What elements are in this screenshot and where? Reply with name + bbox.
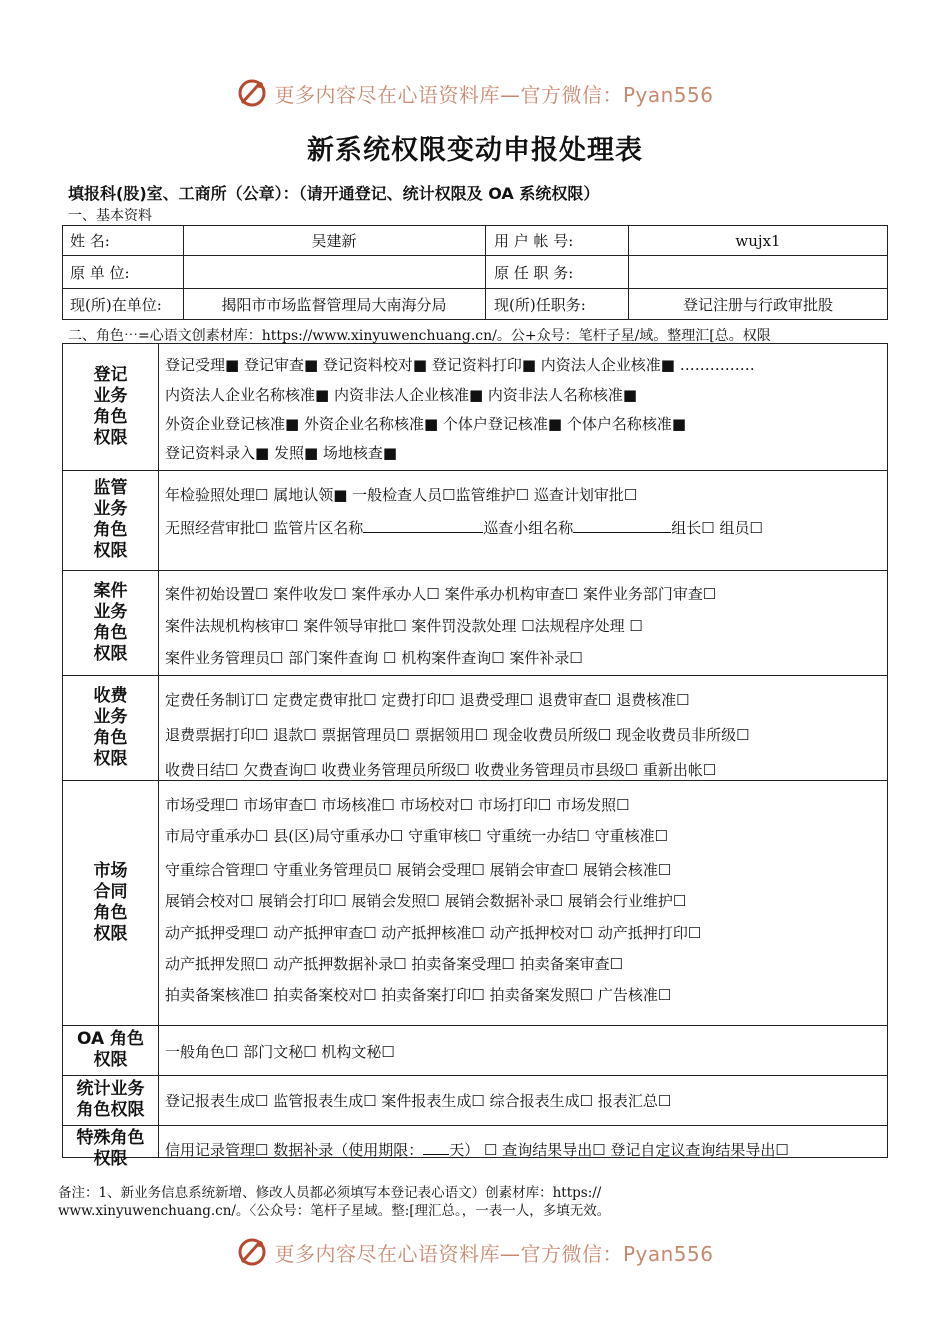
roles-table xyxy=(62,343,888,1158)
supervision-line-1[interactable]: 年检验照处理☐ 属地认领■ 一般检查人员☐监管维护☐ 巡查计划审批☐ xyxy=(165,486,638,504)
oa-line[interactable]: 一般角色☐ 部门文秘☐ 机构文秘☐ xyxy=(165,1043,395,1061)
fee-line-1[interactable]: 定费任务制订☐ 定费定费审批☐ 定费打印☐ 退费受理☐ 退费审查☐ 退费核准☐ xyxy=(165,691,690,709)
bottom-banner xyxy=(0,1232,950,1272)
role-label-market: 市场合同角色权限 xyxy=(93,860,128,944)
statistics-line[interactable]: 登记报表生成☐ 监管报表生成☐ 案件报表生成☐ 综合报表生成☐ 报表汇总☐ xyxy=(165,1092,672,1110)
label-name: 姓 名: xyxy=(70,232,110,250)
label-current-post: 现(所)任职务: xyxy=(494,296,586,314)
top-banner xyxy=(0,73,950,113)
value-original-unit xyxy=(184,256,484,288)
banner-text-bottom: 更多内容尽在心语资料库—官方微信：Pyan556 xyxy=(274,1241,714,1266)
label-account: 用 户 帐 号: xyxy=(494,232,574,250)
value-original-post xyxy=(629,256,887,288)
registration-line-1[interactable]: 登记受理■ 登记审查■ 登记资料校对■ 登记资料打印■ 内资法人企业核准■ …………… xyxy=(165,356,755,374)
banner-text: 更多内容尽在心语资料库—官方微信：Pyan556 xyxy=(274,82,714,107)
brand-logo-icon xyxy=(236,1236,268,1268)
market-line-3[interactable]: 守重综合管理☐ 守重业务管理员☐ 展销会受理☐ 展销会审查☐ 展销会核准☐ xyxy=(165,861,672,879)
footnote-line-1: 备注：1、新业务信息系统新增、修改人员都必须填写本登记表心语文）创素材库：https:// xyxy=(58,1185,602,1201)
special-line[interactable]: 信用记录管理☐ 数据补录（使用期限： 天） ☐ 查询结果导出☐ 登记自定议查询结果导出☐ xyxy=(165,1141,789,1159)
registration-line-4[interactable]: 登记资料录入■ 发照■ 场地核查■ xyxy=(165,444,398,462)
role-label-oa: OA 角色权限 xyxy=(76,1029,145,1070)
role-label-special: 特殊角色权限 xyxy=(76,1128,145,1169)
role-label-fee: 收费业务角色权限 xyxy=(93,685,128,769)
fee-line-2[interactable]: 退费票据打印☐ 退款☐ 票据管理员☐ 票据领用☐ 现金收费员所级☐ 现金收费员非所级☐ xyxy=(165,726,750,744)
market-line-7[interactable]: 拍卖备案核准☐ 拍卖备案校对☐ 拍卖备案打印☐ 拍卖备案发照☐ 广告核准☐ xyxy=(165,986,672,1004)
form-subheading: 填报科(股)室、工商所（公章）：（请开通登记、统计权限及 OA 系统权限） xyxy=(68,184,600,203)
section-roles-label: 二、角色⋯=心语文创素材库：https://www.xinyuwenchuang.cn/。公+众号：笔杆子星/域。整理汇[总。权限 xyxy=(68,328,771,344)
value-current-unit: 揭阳市市场监督管理局大南海分局 xyxy=(221,296,447,314)
market-line-6[interactable]: 动产抵押发照☐ 动产抵押数据补录☐ 拍卖备案受理☐ 拍卖备案审查☐ xyxy=(165,955,624,973)
registration-line-2[interactable]: 内资法人企业名称核准■ 内资非法人企业核准■ 内资非法人名称核准■ xyxy=(165,386,638,404)
value-name: 吴建新 xyxy=(311,232,357,250)
fee-line-3[interactable]: 收费日结☐ 欠费查询☐ 收费业务管理员所级☐ 收费业务管理员市县级☐ 重新出帐☐ xyxy=(165,761,717,779)
value-current-post: 登记注册与行政审批股 xyxy=(682,296,833,314)
section-basic-label: 一、基本资料 xyxy=(68,208,152,224)
role-label-registration: 登记业务角色权限 xyxy=(93,364,128,448)
role-label-case: 案件业务角色权限 xyxy=(93,580,128,664)
case-line-1[interactable]: 案件初始设置☐ 案件收发☐ 案件承办人☐ 案件承办机构审查☐ 案件业务部门审查☐ xyxy=(165,585,717,603)
case-line-2[interactable]: 案件法规机构核审☐ 案件领导审批☐ 案件罚没款处理 ☐法规程序处理 ☐ xyxy=(165,617,643,635)
footnote-line-2: www.xinyuwenchuang.cn/。〈公众号：笔杆子星域。整:[理汇总。，一表一人，多填无效。 xyxy=(58,1203,611,1219)
value-account: wujx1 xyxy=(735,231,781,250)
label-current-unit: 现(所)在单位: xyxy=(70,296,162,314)
page-title: 新系统权限变动申报处理表 xyxy=(307,135,643,166)
case-line-3[interactable]: 案件业务管理员☐ 部门案件查询 ☐ 机构案件查询☐ 案件补录☐ xyxy=(165,649,583,667)
label-original-post: 原 任 职 务: xyxy=(494,263,574,282)
brand-logo-icon xyxy=(236,77,268,109)
label-original-unit: 原 单 位: xyxy=(70,263,130,282)
role-label-supervision: 监管业务角色权限 xyxy=(93,478,128,561)
registration-line-3[interactable]: 外资企业登记核准■ 外资企业名称核准■ 个体户登记核准■ 个体户名称核准■ xyxy=(165,415,686,433)
role-label-statistics: 统计业务角色权限 xyxy=(76,1079,145,1120)
supervision-line-2[interactable]: 无照经营审批☐ 监管片区名称 巡查小组名称 组长☐ 组员☐ xyxy=(165,519,763,537)
market-line-1[interactable]: 市场受理☐ 市场审查☐ 市场核准☐ 市场校对☐ 市场打印☐ 市场发照☐ xyxy=(165,796,630,814)
market-line-2[interactable]: 市局守重承办☐ 县(区)局守重承办☐ 守重审核☐ 守重统一办结☐ 守重核准☐ xyxy=(165,827,669,845)
market-line-5[interactable]: 动产抵押受理☐ 动产抵押审查☐ 动产抵押核准☐ 动产抵押校对☐ 动产抵押打印☐ xyxy=(165,924,702,942)
market-line-4[interactable]: 展销会校对☐ 展销会打印☐ 展销会发照☐ 展销会数据补录☐ 展销会行业维护☐ xyxy=(165,892,687,910)
